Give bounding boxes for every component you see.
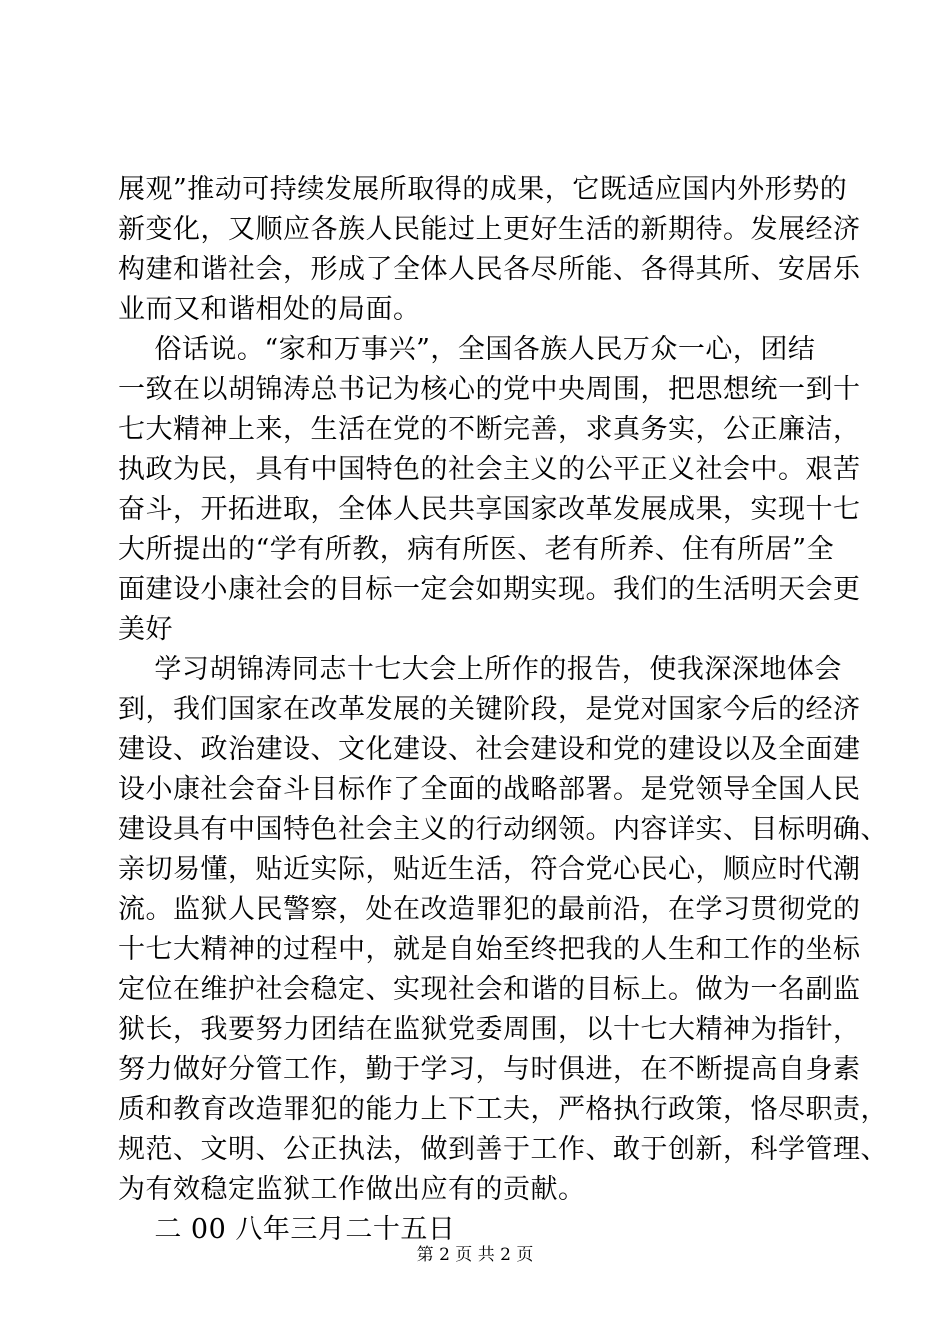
text-line: 展观”推动可持续发展所取得的成果，它既适应国内外形势的 xyxy=(118,174,848,205)
text-line: 奋斗，开拓进取，全体人民共享国家改革发展成果，实现十七 xyxy=(118,494,861,525)
text-line: 执政为民，具有中国特色的社会主义的公平正义社会中。艰苦 xyxy=(118,454,861,485)
text-line: 建设具有中国特色社会主义的行动纲领。内容详实、目标明确、 xyxy=(118,814,888,845)
body-text xyxy=(118,170,888,1250)
text-line: 面建设小康社会的目标一定会如期实现。我们的生活明天会更 xyxy=(118,574,861,605)
text-line: 美好 xyxy=(118,614,173,645)
text-line: 到，我们国家在改革发展的关键阶段，是党对国家今后的经济 xyxy=(118,694,861,725)
text-line: 规范、文明、公正执法，做到善于工作、敢于创新，科学管理、 xyxy=(118,1134,888,1165)
text-line: 流。监狱人民警察，处在改造罪犯的最前沿，在学习贯彻党的 xyxy=(118,894,861,925)
text-line: 为有效稳定监狱工作做出应有的贡献。 xyxy=(118,1174,586,1205)
text-line: 一致在以胡锦涛总书记为核心的党中央周围，把思想统一到十 xyxy=(118,374,861,405)
text-line: 新变化，又顺应各族人民能过上更好生活的新期待。发展经济 xyxy=(118,214,861,245)
page-footer xyxy=(0,1244,950,1266)
text-line: 构建和谐社会，形成了全体人民各尽所能、各得其所、安居乐 xyxy=(118,254,861,285)
text-line: 努力做好分管工作，勤于学习，与时俱进，在不断提高自身素 xyxy=(118,1054,861,1085)
text-line: 俗话说。“家和万事兴”，全国各族人民万众一心，团结 xyxy=(118,334,816,365)
text-line: 建设、政治建设、文化建设、社会建设和党的建设以及全面建 xyxy=(118,734,861,765)
page-number-label: 第 2 页 共 2 页 xyxy=(416,1245,534,1265)
text-line: 狱长，我要努力团结在监狱党委周围，以十七大精神为指针， xyxy=(118,1014,861,1045)
date-line: 二 00 八年三月二十五日 xyxy=(118,1214,456,1245)
text-line: 业而又和谐相处的局面。 xyxy=(118,294,421,325)
text-line: 质和教育改造罪犯的能力上下工夫，严格执行政策，恪尽职责， xyxy=(118,1094,888,1125)
text-line: 十七大精神的过程中，就是自始至终把我的人生和工作的坐标 xyxy=(118,934,861,965)
text-line: 大所提出的“学有所教，病有所医、老有所养、住有所居”全 xyxy=(118,534,835,565)
text-line: 学习胡锦涛同志十七大会上所作的报告，使我深深地体会 xyxy=(118,654,842,685)
text-line: 七大精神上来，生活在党的不断完善，求真务实，公正廉洁， xyxy=(118,414,861,445)
text-line: 定位在维护社会稳定、实现社会和谐的目标上。做为一名副监 xyxy=(118,974,861,1005)
text-line: 亲切易懂，贴近实际，贴近生活，符合党心民心，顺应时代潮 xyxy=(118,854,861,885)
text-line: 设小康社会奋斗目标作了全面的战略部署。是党领导全国人民 xyxy=(118,774,861,805)
